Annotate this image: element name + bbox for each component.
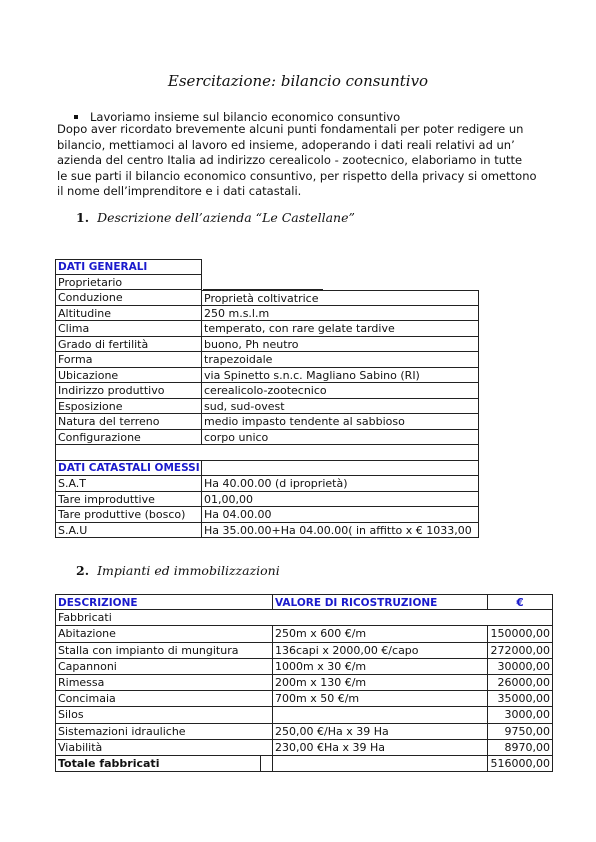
table-value-cell: cerealicolo-zootecnico [201,383,479,399]
table-label-cell: Proprietario [55,275,202,291]
table-value-cell: via Spinetto s.n.c. Magliano Sabino (RI) [201,368,479,384]
table-label-cell: Altitudine [55,306,202,322]
section-heading-2 [76,563,280,578]
table-header-cell: DESCRIZIONE [55,594,273,610]
table-desc-cell: Stalla con impianto di mungitura [55,643,273,659]
table-desc-cell: Capannoni [55,659,273,675]
table-total-value: 516000,00 [487,756,553,772]
table-value-cell [203,275,323,291]
section-title: Descrizione dell’azienda “Le Castellane” [97,210,355,225]
intro-line: bilancio, mettiamoci al lavoro ed insieme, adoperando i dati reali relativi ad un’ [57,137,515,152]
bullet-text: Lavoriamo insieme sul bilancio economico consuntivo [90,110,401,124]
table-value-cell: 3000,00 [487,707,553,723]
table-value-cell: 250 m.s.l.m [201,306,479,322]
table-label-cell: Ubicazione [55,368,202,384]
table-value-cell: sud, sud-ovest [201,399,479,415]
table-desc-cell: Concimaia [55,691,273,707]
table-value-cell: corpo unico [201,430,479,446]
table-label-cell: Grado di fertilità [55,337,202,353]
table-header-cell: VALORE DI RICOSTRUZIONE [272,594,488,610]
table-cell [201,461,479,477]
table-value-cell: Ha 04.00.00 [201,507,479,523]
table-calc-cell: 250m x 600 €/m [272,626,488,642]
table-label-cell: S.A.T [55,476,202,492]
table-group-cell: Fabbricati [55,610,553,626]
intro-line: le sue parti il bilancio economico consuntivo, per rispetto della privacy si omettono [57,168,537,183]
table-value-cell: medio impasto tendente al sabbioso [201,414,479,430]
table-value-cell: 01,00,00 [201,492,479,508]
table-header-cell: DATI CATASTALI OMESSI [55,461,202,477]
table-total-label: Totale fabbricati [55,756,273,772]
table-value-cell: 272000,00 [487,643,553,659]
table-value-cell: 30000,00 [487,659,553,675]
table-value-cell: Ha 40.00.00 (d iproprietà) [201,476,479,492]
table-calc-cell [272,756,488,772]
table-label-cell: Esposizione [55,399,202,415]
table-value-cell: 26000,00 [487,675,553,691]
table-label-cell: Conduzione [55,290,202,306]
table-value-cell: 150000,00 [487,626,553,642]
table-cell [55,445,202,461]
intro-line: azienda del centro Italia ad indirizzo cerealicolo - zootecnico, elaboriamo in tutte [57,153,523,168]
table-cell [201,259,479,275]
table-header-cell: € [487,594,553,610]
bullet-square-icon [74,115,78,119]
table-value-cell: buono, Ph neutro [201,337,479,353]
table-label-cell: Clima [55,321,202,337]
table-label-cell: S.A.U [55,523,202,539]
table-calc-cell: 250,00 €/Ha x 39 Ha [272,724,488,740]
table-label-cell: Tare improduttive [55,492,202,508]
table-header-cell: DATI GENERALI [55,259,202,275]
table-value-cell: 8970,00 [487,740,553,756]
table-calc-cell [272,707,488,723]
table-value-cell: trapezoidale [201,352,479,368]
table-calc-cell: 1000m x 30 €/m [272,659,488,675]
table-value-cell: temperato, con rare gelate tardive [201,321,479,337]
intro-paragraph [57,122,547,200]
table-calc-cell: 700m x 50 €/m [272,691,488,707]
section-number: 1. [76,210,90,225]
table-value-cell: 35000,00 [487,691,553,707]
table-calc-cell: 200m x 130 €/m [272,675,488,691]
table-calc-cell: 230,00 €Ha x 39 Ha [272,740,488,756]
table-value-cell: Ha 35.00.00+Ha 04.00.00( in affitto x € 1033,00 [201,523,479,539]
table-label-cell: Tare produttive (bosco) [55,507,202,523]
table-label-cell: Configurazione [55,430,202,446]
intro-line: il nome dell’imprenditore e i dati catastali. [57,184,302,199]
section-number: 2. [76,563,90,578]
section-heading-1 [76,210,355,225]
table-calc-cell: 136capi x 2000,00 €/capo [272,643,488,659]
table-label-cell: Indirizzo produttivo [55,383,202,399]
table-desc-cell: Rimessa [55,675,273,691]
table-value-cell: Proprietà coltivatrice [201,290,479,306]
table-desc-cell: Silos [55,707,273,723]
table-label-cell: Natura del terreno [55,414,202,430]
table-desc-cell: Abitazione [55,626,273,642]
table-value-cell: 9750,00 [487,724,553,740]
table-desc-cell: Viabilità [55,740,273,756]
table-label-cell: Forma [55,352,202,368]
table-cell [201,445,479,461]
table-desc-cell: Sistemazioni idrauliche [55,724,273,740]
document-title: Esercitazione: bilancio consuntivo [167,72,429,90]
intro-line: Dopo aver ricordato brevemente alcuni punti fondamentali per poter redigere un [57,122,524,136]
section-title: Impianti ed immobilizzazioni [97,563,280,578]
